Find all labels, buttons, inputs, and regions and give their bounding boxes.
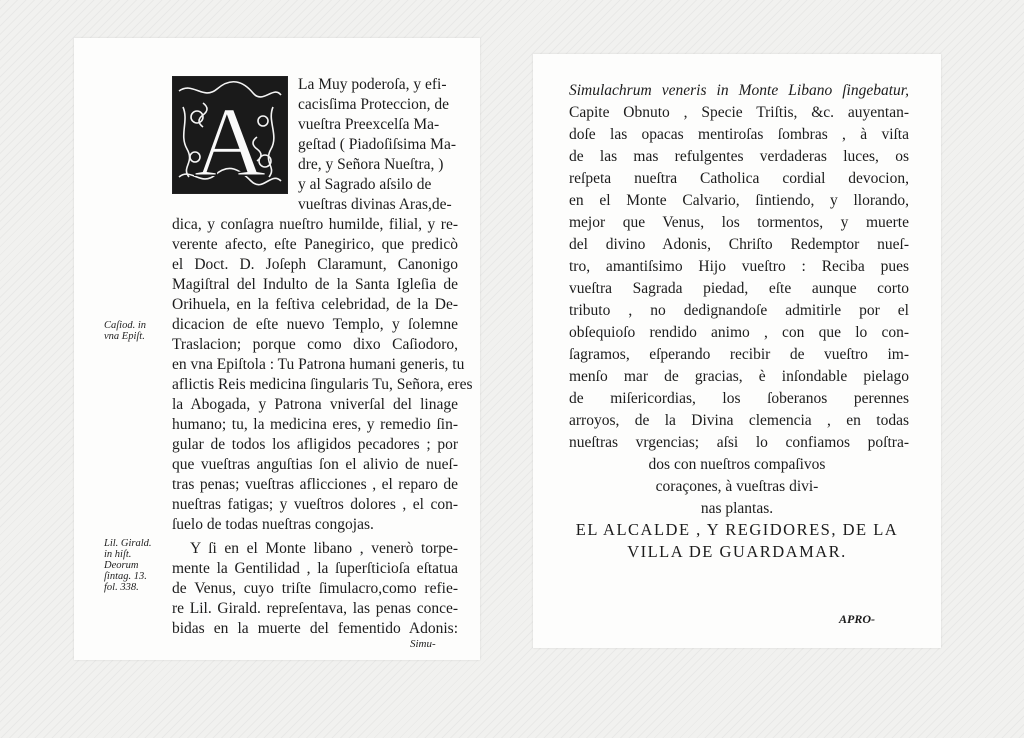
text-line: tras penas; vueſtras aflicciones , el reparo de — [172, 476, 458, 493]
margin-note-line: Caſiod. in — [104, 320, 147, 331]
text-line: verente afecto, eſte Panegirico, que predicò — [172, 236, 458, 253]
catchword: Simu- — [410, 638, 436, 650]
text-line: mente la Gentilidad , la ſuperſticioſa eſtatua — [172, 560, 458, 577]
text-line: geſtad ( Piadoſiſsima Ma- — [298, 136, 456, 153]
margin-note-cassiodorus — [104, 320, 146, 342]
text-line: La Muy poderoſa, y efi- — [298, 76, 447, 93]
text-line: Magiſtral del Indulto de la Santa Igleſia de — [172, 276, 458, 293]
margin-note-line: Lil. Girald. — [104, 538, 152, 549]
text-line: vueſtra Preexcelſa Ma- — [298, 116, 440, 133]
text-line: ſagramos, eſperando recibir de vueſtro im- — [569, 346, 909, 363]
text-line: el Doct. D. Joſeph Claramunt, Canonigo — [172, 256, 458, 273]
text-line: doſe las opacas mentiroſas ſombras , à viſta — [569, 126, 909, 143]
margin-note-line: Deorum — [104, 560, 139, 571]
text-line: nueſtras fatigas; y vueſtros dolores , el con- — [172, 496, 458, 513]
decorated-initial-letter — [172, 76, 288, 194]
margin-note-line: ſintag. 13. — [104, 571, 147, 582]
text-line: de Venus, cuyo triſte ſimulacro,como refie- — [172, 580, 458, 597]
text-line: Simulachrum veneris in Monte Libano ſingebatur, — [569, 82, 909, 99]
catchword: APRO- — [839, 612, 875, 626]
margin-note-giraldus — [104, 538, 152, 593]
text-line: del divino Adonis, Chriſto Redemptor nueſ- — [569, 236, 909, 253]
margin-note-line: in hiſt. — [104, 549, 132, 560]
text-line: nueſtras vrgencias; aſsi lo confiamos poſtra- — [569, 434, 909, 451]
text-line: dicacion de eſte nuevo Templo, y ſolemne — [172, 316, 458, 333]
text-line: Traslacion; porque como dixo Caſiodoro, — [172, 336, 458, 353]
text-line: dre, y Señora Nueſtra, ) — [298, 156, 444, 173]
text-line: humano; tu, la medicina eres, y remedio ſin- — [172, 416, 458, 433]
text-line: Y ſi en el Monte libano , venerò torpe- — [190, 540, 458, 557]
text-line: y al Sagrado aſsilo de — [298, 176, 432, 193]
text-line: que vueſtras anguſtias ſon el alivio de nueſ- — [172, 456, 458, 473]
left-page — [74, 38, 480, 660]
text-line: Orihuela, en la feſtiva celebridad, de la De- — [172, 296, 458, 313]
text-line: obſequioſo rendido animo , con que lo con- — [569, 324, 909, 341]
text-line: bidas en la muerte del fementido Adonis: — [172, 620, 458, 637]
text-line: coraçones, à vueſtras divi- — [655, 478, 819, 495]
text-line: nas plantas. — [700, 500, 774, 517]
text-line: en el Monte Calvario, ſintiendo, y llorando, — [569, 192, 909, 209]
text-line: vueſtras divinas Aras,de- — [298, 196, 452, 213]
text-line: dica, y conſagra nueſtro humilde, filial, y re- — [172, 216, 458, 233]
text-line: la Abogada, y Patrona vniverſal del linage — [172, 396, 458, 413]
margin-note-line: fol. 338. — [104, 582, 139, 593]
text-line: tributo , no dedignandoſe admitirle por el — [569, 302, 909, 319]
initial-letter-glyph: A — [193, 86, 267, 193]
text-line: menſo mar de gracias, è inſondable pielago — [569, 368, 909, 385]
text-line: arroyos, de la Divina clemencia , en todas — [569, 412, 909, 429]
text-line: de miſericordias, los ſoberanos perennes — [569, 390, 909, 407]
signature-heading-line-1: EL ALCALDE , Y REGIDORES, DE LA — [575, 520, 899, 539]
text-line: aflictis Reis medicina ſingularis Tu, Señora, eres — [172, 376, 473, 393]
text-line: gular de todos los afligidos pecadores ; por — [172, 436, 458, 453]
text-line: en vna Epiſtola : Tu Patrona humani generis, tu — [172, 356, 465, 373]
text-line: mejor que Venus, los tormentos, y muerte — [569, 214, 909, 231]
text-line: Capite Obnuto , Specie Triſtis, &c. auyentan- — [569, 104, 909, 121]
text-line: re Lil. Girald. repreſentava, las penas conce- — [172, 600, 458, 617]
text-line: reſpeta nueſtra Catholica cordial devocion, — [569, 170, 909, 187]
signature-heading-line-2: VILLA DE GUARDAMAR. — [627, 542, 847, 561]
right-page — [533, 54, 941, 648]
text-line: dos con nueſtros compaſivos — [648, 456, 826, 473]
text-line: tro, amantiſsimo Hijo vueſtro : Reciba pues — [569, 258, 909, 275]
text-line: de las mas refulgentes verdaderas luces, os — [569, 148, 909, 165]
ornamental-initial-icon — [173, 77, 287, 193]
text-line: ſuelo de todas nueſtras congojas. — [172, 516, 374, 533]
text-line: cacisſima Proteccion, de — [298, 96, 450, 113]
margin-note-line: vna Epiſt. — [104, 331, 145, 342]
text-line: vueſtra Sagrada piedad, eſte aunque corto — [569, 280, 909, 297]
